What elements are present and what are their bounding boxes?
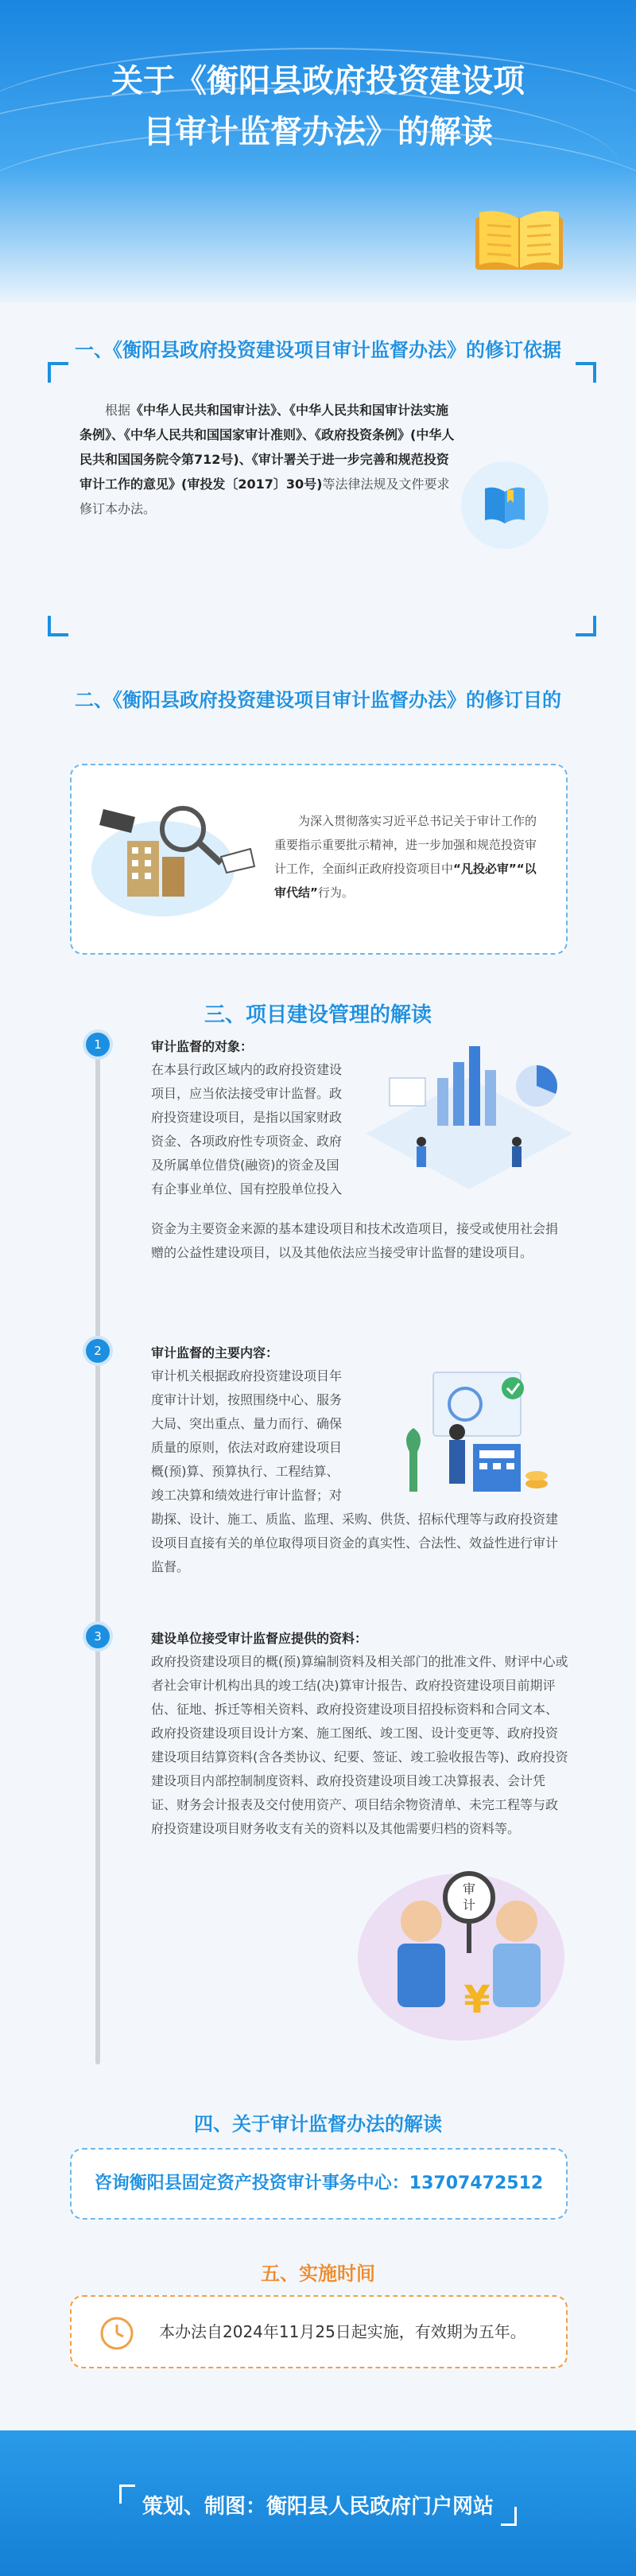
svg-text:审: 审 — [462, 1881, 476, 1897]
text-part: 根据 — [105, 403, 131, 418]
section-1-text — [80, 398, 461, 521]
corner-decor — [48, 616, 68, 636]
title-line-2: 目审计监督办法》的解读 — [143, 114, 493, 150]
book-circle-icon — [461, 461, 549, 549]
item-3-heading: 建设单位接受审计监督应提供的资料： — [151, 1631, 368, 1646]
section-1-title: 一、《衡阳县政府投资建设项目审计监督办法》的修订依据 — [75, 339, 561, 361]
highlight-phrase: “凡投必审”“以审代结” — [274, 862, 537, 900]
item-2-text-top: 审计机关根据政府投资建设项目年度审计计划，按照围绕中心、服务大局、突出重点、量力而行、确保质量的原则，依法对政府建设项目概(预)算、预算执行、工程结算、竣工决算和绩效进行审计监督；对 — [151, 1368, 343, 1503]
item-1-heading: 审计监督的对象： — [151, 1039, 254, 1054]
section-2-box — [70, 764, 568, 955]
timeline-number: 1 — [86, 1033, 110, 1056]
law-list: 《中华人民共和国审计法》、《中华人民共和国审计法实施条例》、《中华人民共和国国家审计准则》、《政府投资条例》(中华人民共和国国务院令第712号)、《审计署关于进一步完善和规范投资审计工作的意见》(审投发〔2017〕30号) — [80, 403, 455, 492]
section-4-title: 四、关于审计监督办法的解读 — [194, 2113, 442, 2135]
credits-text: 策划、制图：衡阳县人民政府门户网站 — [142, 2495, 494, 2519]
section-3-title: 三、项目建设管理的解读 — [204, 1003, 432, 1027]
page-title — [0, 56, 636, 158]
corner-decor — [48, 362, 68, 383]
implementation-box — [70, 2295, 568, 2368]
data-analysis-illustration — [350, 1030, 580, 1197]
timeline-line — [95, 1030, 100, 2064]
item-1-text-bottom: 资金为主要资金来源的基本建设项目和技术改造项目，接受或使用社会捐赠的公益性建设项目，以及其他依法应当接受审计监督的建设项目。 — [151, 1221, 559, 1260]
text-part: 行为。 — [317, 885, 354, 900]
timeline-number: 2 — [86, 1339, 110, 1363]
section-1-box — [48, 362, 596, 636]
header-banner — [0, 0, 636, 302]
item-3-text-top: 政府投资建设项目的概(预)算编制资料及相关部门的批准文件、财评中心或者社会审计机构出具的竣工结(决)算审计报告、政府投资建设项目前期评估、征地、拆迁等相关资料、政府投资建设项目招投标资料和合同文本、政府投资建设项目设计方案、施工图纸、竣工图、设计变更等、政府投资建设项目结算资料(含各类协议、纪要、签证、竣工验收报告等)、政府投资建设项目内部控制制度资料、政府投资建设项目竣工决算报表、会计凭证、财务会计报表及交付使用资产、项目结余物资清单、未完工程等与政府投资建设项目财务收支有关的资料以及其他需要归档的资料等。 — [151, 1654, 568, 1836]
item-2-text-bottom: 勘探、设计、施工、质监、监理、采购、供货、招标代理等与政府投资建设项目直接有关的单位取得项目资金的真实性、合法性、效益性进行审计监督。 — [151, 1512, 559, 1574]
timeline-number: 3 — [86, 1625, 110, 1648]
section-2-text — [274, 809, 545, 905]
consult-phone-box: 咨询衡阳县固定资产投资审计事务中心：13707472512 — [70, 2148, 568, 2220]
financial-audit-illustration — [394, 1356, 553, 1500]
section-5-title: 五、实施时间 — [261, 2263, 375, 2285]
footer-banner — [0, 2430, 636, 2576]
svg-text:计: 计 — [462, 1897, 476, 1913]
clock-icon — [99, 2316, 134, 2351]
magnifier-inspection-icon — [87, 793, 262, 928]
open-book-icon — [471, 203, 567, 274]
title-line-1: 关于《衡阳县政府投资建设项 — [111, 63, 525, 99]
text-part: 为深入贯彻落实习近平总书记关于审计工作的重要指示重要批示精神，进一步加强和规范投资审计工作，全面纠正政府投资项目中 — [274, 814, 537, 876]
section-2-title: 二、《衡阳县政府投资建设项目审计监督办法》的修订目的 — [75, 689, 561, 711]
item-2-heading: 审计监督的主要内容： — [151, 1345, 279, 1360]
audit-magnifier-illustration — [350, 1850, 572, 2049]
implementation-text: 本办法自2024年11月25日起实施，有效期为五年。 — [159, 2322, 526, 2341]
svg-text:¥: ¥ — [463, 1978, 491, 2022]
corner-decor — [576, 616, 596, 636]
text-part: 等法律法规及文件要求修订本办法。 — [80, 477, 450, 516]
item-1-text-top: 在本县行政区域内的政府投资建设项目，应当依法接受审计监督。政府投资建设项目，是指以国家财政资金、各项政府性专项资金、政府及所属单位借贷(融资)的资金及国有企事业单位、国有控股单位投入 — [151, 1062, 343, 1197]
corner-decor — [576, 362, 596, 383]
